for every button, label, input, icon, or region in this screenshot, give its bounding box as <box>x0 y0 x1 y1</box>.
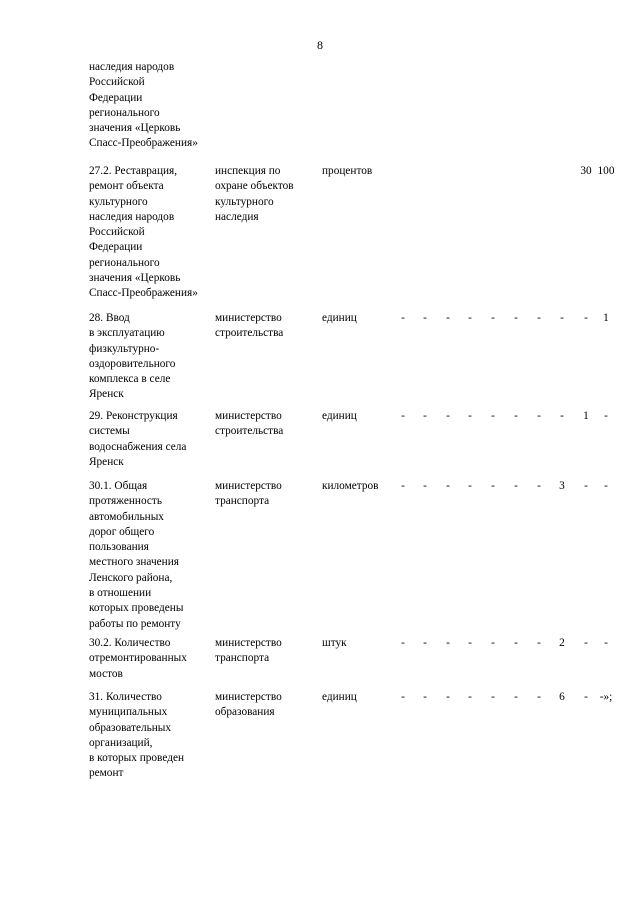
value-cell: -»; <box>599 691 613 703</box>
value-cell: - <box>401 691 405 703</box>
value-cell: - <box>514 691 518 703</box>
value-cell: - <box>514 410 518 422</box>
value-cell: 2 <box>559 637 565 649</box>
indicator-name: 31. Количество муниципальных образовательных организаций, в которых проведен ремонт <box>89 691 185 780</box>
value-cell: - <box>514 637 518 649</box>
value-cell: - <box>423 312 427 324</box>
unit-of-measure: единиц <box>322 410 357 422</box>
value-cell: - <box>423 691 427 703</box>
value-cell: 3 <box>559 480 565 492</box>
value-cell: - <box>491 691 495 703</box>
value-cell: - <box>446 691 450 703</box>
value-cell: - <box>468 691 472 703</box>
value-cell: - <box>401 410 405 422</box>
indicator-name: 29. Реконструкция системы водоснабжения села Яренск <box>89 410 187 468</box>
unit-of-measure: процентов <box>322 165 373 177</box>
value-cell: 6 <box>559 691 565 703</box>
indicator-name: 27.2. Реставрация, ремонт объекта культурного наследия народов Российской Федерации регионального значения «Церковь Спасс-Преображения» <box>89 165 198 300</box>
value-cell: - <box>446 637 450 649</box>
responsible-body: министерство образования <box>215 691 282 719</box>
unit-of-measure: единиц <box>322 312 357 324</box>
value-cell: - <box>584 691 588 703</box>
unit-of-measure: единиц <box>322 691 357 703</box>
value-cell: 1 <box>583 410 589 422</box>
value-cell: - <box>584 480 588 492</box>
unit-of-measure: километров <box>322 480 379 492</box>
value-cell: - <box>537 480 541 492</box>
page-number: 8 <box>317 38 323 52</box>
value-cell: - <box>537 637 541 649</box>
indicator-name: 30.2. Количество отремонтированных мостов <box>89 637 187 680</box>
value-cell: - <box>423 410 427 422</box>
value-cell: - <box>584 637 588 649</box>
value-cell: - <box>401 637 405 649</box>
value-cell: - <box>423 480 427 492</box>
value-cell: - <box>491 312 495 324</box>
value-cell: - <box>468 637 472 649</box>
indicator-name: 30.1. Общая протяженность автомобильных дорог общего пользования местного значения Ленского района, в отношении которых проведены работы по ремонту <box>89 480 184 630</box>
value-cell: - <box>423 637 427 649</box>
value-cell: - <box>401 312 405 324</box>
value-cell: - <box>468 312 472 324</box>
value-cell: - <box>514 312 518 324</box>
value-cell: - <box>560 410 564 422</box>
responsible-body: министерство транспорта <box>215 637 282 665</box>
responsible-body: министерство строительства <box>215 312 284 340</box>
responsible-body: инспекция по охране объектов культурного наследия <box>215 165 294 223</box>
value-cell: - <box>537 312 541 324</box>
value-cell: - <box>604 637 608 649</box>
value-cell: - <box>401 480 405 492</box>
value-cell: - <box>560 312 564 324</box>
value-cell: - <box>491 637 495 649</box>
value-cell: - <box>446 312 450 324</box>
value-cell: - <box>604 410 608 422</box>
value-cell: - <box>604 480 608 492</box>
responsible-body: министерство строительства <box>215 410 284 438</box>
indicator-name: наследия народов Российской Федерации регионального значения «Церковь Спасс-Преображения» <box>89 61 198 150</box>
value-cell: - <box>468 480 472 492</box>
value-cell: - <box>446 480 450 492</box>
value-cell: - <box>491 480 495 492</box>
value-cell: 100 <box>597 165 615 177</box>
unit-of-measure: штук <box>322 637 347 649</box>
indicator-name: 28. Ввод в эксплуатацию физкультурно- оздоровительного комплекса в селе Яренск <box>89 312 176 401</box>
value-cell: - <box>514 480 518 492</box>
value-cell: - <box>491 410 495 422</box>
value-cell: - <box>537 410 541 422</box>
value-cell: - <box>468 410 472 422</box>
value-cell: 30 <box>580 165 592 177</box>
responsible-body: министерство транспорта <box>215 480 282 508</box>
value-cell: - <box>537 691 541 703</box>
value-cell: - <box>446 410 450 422</box>
value-cell: - <box>584 312 588 324</box>
value-cell: 1 <box>603 312 609 324</box>
